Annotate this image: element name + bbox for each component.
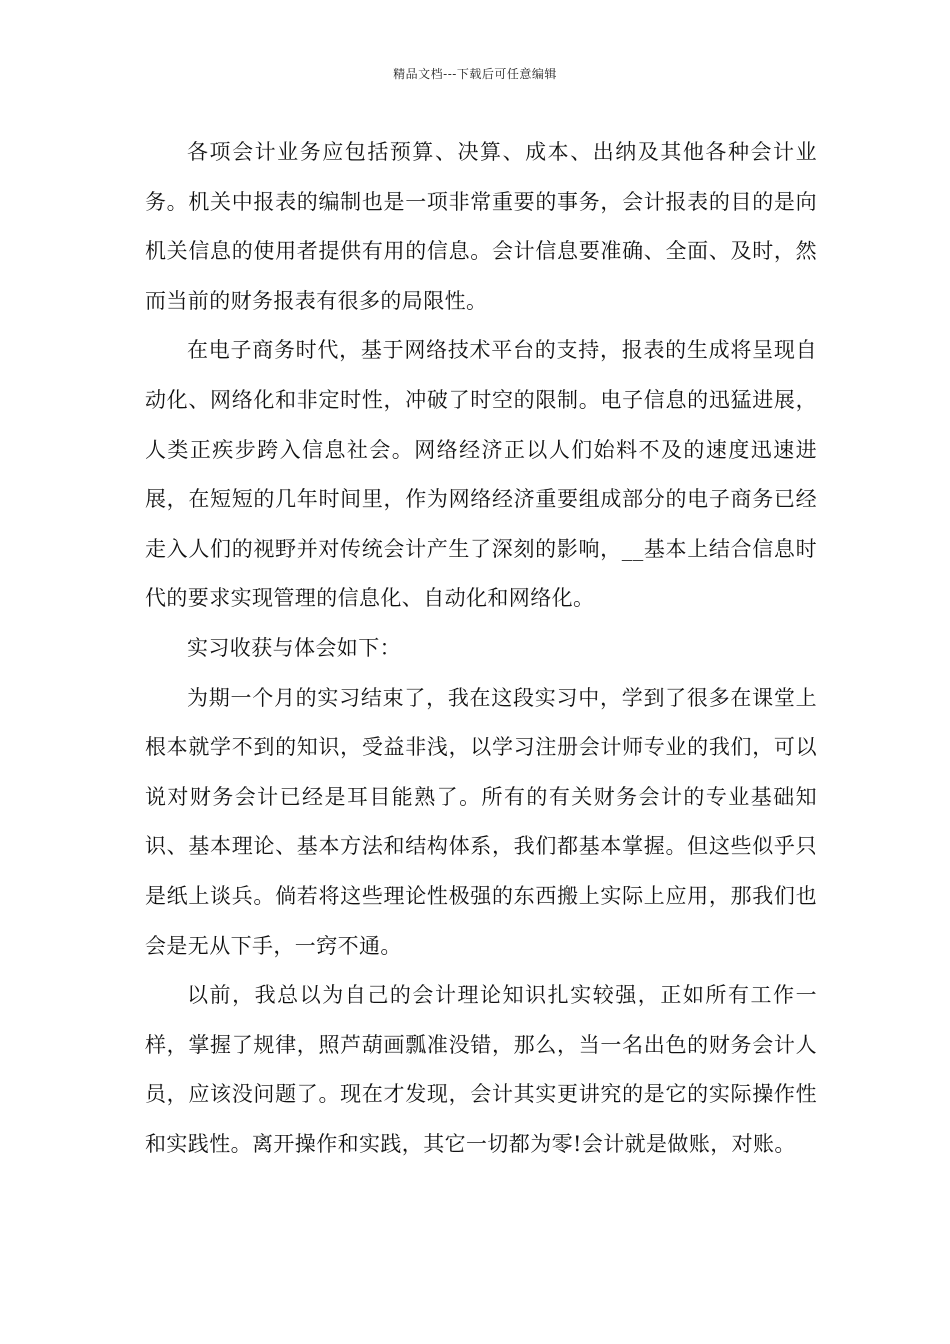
paragraph-internship-summary: 为期一个月的实习结束了，我在这段实习中，学到了很多在课堂上根本就学不到的知识，受益非浅，以学习注册会计师专业的我们，可以说对财务会计已经是耳目能熟了。所有的有关财务会计的专业基础知识、基本理论、基本方法和结构体系，我们都基本掌握。但这些似乎只是纸上谈兵。倘若将这些理论性极强的东西搬上实际上应用，那我们也会是无从下手，一窍不通。 — [145, 685, 817, 958]
paragraph-internship-intro: 实习收获与体会如下： — [187, 635, 401, 660]
page-header: 精品文档---下载后可任意编辑 — [393, 67, 557, 81]
paragraph-e-commerce-era: 在电子商务时代，基于网络技术平台的支持，报表的生成将呈现自动化、网络化和非定时性，冲破了时空的限制。电子信息的迅猛进展，人类正疾步跨入信息社会。网络经济正以人们始料不及的速度迅速进展，在短短的几年时间里，作为网络经济重要组成部分的电子商务已经走入人们的视野并对传统会计产生了深刻的影响，__基本上结合信息时代的要求实现管理的信息化、自动化和网络化。 — [145, 338, 817, 611]
paragraph-practice-reflection: 以前，我总以为自己的会计理论知识扎实较强，正如所有工作一样，掌握了规律，照芦葫画瓢准没错，那么，当一名出色的财务会计人员，应该没问题了。现在才发现，会计其实更讲究的是它的实际操作性和实践性。离开操作和实践，其它一切都为零!会计就是做账，对账。 — [145, 983, 817, 1156]
document-body — [145, 128, 817, 1169]
paragraph-accounting-tasks: 各项会计业务应包括预算、决算、成本、出纳及其他各种会计业务。机关中报表的编制也是一项非常重要的事务，会计报表的目的是向机关信息的使用者提供有用的信息。会计信息要准确、全面、及时，然而当前的财务报表有很多的局限性。 — [145, 140, 817, 313]
